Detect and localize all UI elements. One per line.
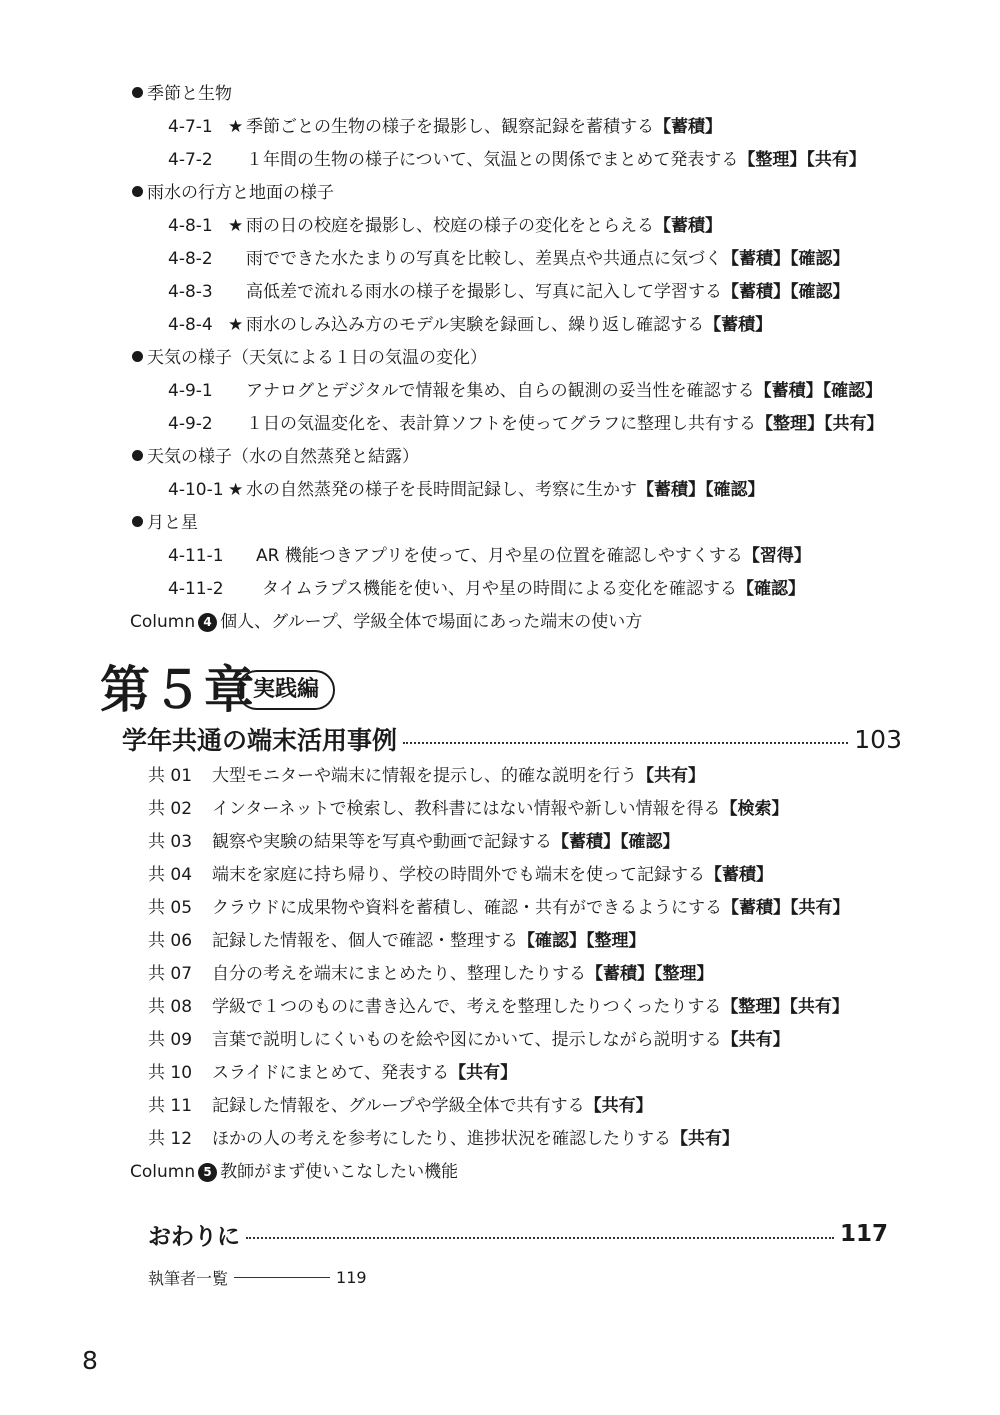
chapter-page: 103: [854, 724, 902, 754]
chapter-item: 共 05 クラウドに成果物や資料を蓄積し、確認・共有ができるようにする【蓄積】【共有】: [148, 898, 850, 918]
leader-dots: [246, 1237, 834, 1239]
page-number: 8: [82, 1346, 98, 1375]
chapter-badge: 実践編: [237, 670, 335, 710]
chapter-item: 共 02 インターネットで検索し、教科書にはない情報や新しい情報を得る【検索】: [148, 799, 789, 819]
authors-title: 執筆者一覧: [148, 1269, 229, 1288]
list-item: 4-10-1 ★ 水の自然蒸発の様子を長時間記録し、考察に生かす【蓄積】【確認】: [168, 480, 765, 500]
chapter-item: 共 04 端末を家庭に持ち帰り、学校の時間外でも端末を使って記録する【蓄積】: [148, 865, 773, 885]
chapter-title: 学年共通の端末活用事例: [122, 726, 398, 755]
section-heading: 天気の様子（天気による１日の気温の変化）: [132, 346, 487, 370]
number-badge-icon: 4: [198, 613, 217, 632]
star-icon: ★: [228, 315, 244, 335]
chapter-item: 共 09 言葉で説明しにくいものを絵や図にかいて、提示しながら説明する【共有】: [148, 1030, 790, 1050]
chapter-item: 共 01 大型モニターや端末に情報を提示し、的確な説明を行う【共有】: [148, 766, 705, 786]
chapter-item: 共 11 記録した情報を、グループや学級全体で共有する【共有】: [148, 1096, 653, 1116]
ending-row[interactable]: [148, 1218, 888, 1250]
list-item: 4-8-4 ★ 雨水のしみ込み方のモデル実験を録画し、繰り返し確認する【蓄積】: [168, 315, 773, 335]
section-heading: 天気の様子（水の自然蒸発と結露）: [132, 445, 419, 469]
section-heading: 月と星: [132, 511, 198, 535]
chapter-title-row[interactable]: [122, 722, 902, 756]
bullet-icon: [132, 351, 143, 362]
list-item: 4-8-3 高低差で流れる雨水の様子を撮影し、写真に記入して学習する【蓄積】【確認】: [168, 282, 850, 302]
list-item: 4-9-1 アナログとデジタルで情報を集め、自らの観測の妥当性を確認する【蓄積】【確認】: [168, 381, 883, 401]
list-item: 4-11-2 タイムラプス機能を使い、月や星の時間による変化を確認する【確認】: [168, 579, 805, 599]
leader-rule: [234, 1277, 330, 1278]
chapter-item: 共 07 自分の考えを端末にまとめたり、整理したりする【蓄積】【整理】: [148, 964, 714, 984]
list-item: 4-7-1 ★ 季節ごとの生物の様子を撮影し、観察記録を蓄積する【蓄積】: [168, 117, 722, 137]
column-link[interactable]: Column 4 個人、グループ、学級全体で場面にあった端末の使い方: [130, 612, 643, 632]
authors-page: 119: [336, 1268, 367, 1287]
bullet-icon: [132, 450, 143, 461]
list-item: 4-8-2 雨でできた水たまりの写真を比較し、差異点や共通点に気づく【蓄積】【確認】: [168, 249, 850, 269]
bullet-icon: [132, 87, 143, 98]
chapter-item: 共 12 ほかの人の考えを参考にしたり、進捗状況を確認したりする【共有】: [148, 1129, 739, 1149]
authors-row[interactable]: [148, 1266, 367, 1289]
column-link[interactable]: Column 5 教師がまず使いこなしたい機能: [130, 1162, 459, 1182]
chapter-item: 共 06 記録した情報を、個人で確認・整理する【確認】【整理】: [148, 931, 646, 951]
chapter-item: 共 10 スライドにまとめて、発表する【共有】: [148, 1063, 518, 1083]
chapter-item: 共 03 観察や実験の結果等を写真や動画で記録する【蓄積】【確認】: [148, 832, 680, 852]
section-heading: 季節と生物: [132, 82, 232, 106]
list-item: 4-8-1 ★ 雨の日の校庭を撮影し、校庭の様子の変化をとらえる【蓄積】: [168, 216, 722, 236]
list-item: 4-9-2 １日の気温変化を、表計算ソフトを使ってグラフに整理し共有する【整理】【共有】: [168, 414, 884, 434]
star-icon: ★: [228, 117, 244, 137]
bullet-icon: [132, 186, 143, 197]
star-icon: ★: [228, 480, 244, 500]
section-heading: 雨水の行方と地面の様子: [132, 181, 334, 205]
star-icon: ★: [228, 216, 244, 236]
leader-dots: [403, 742, 848, 744]
bullet-icon: [132, 516, 143, 527]
ending-page: 117: [839, 1221, 888, 1247]
list-item: 4-11-1 AR 機能つきアプリを使って、月や星の位置を確認しやすくする【習得】: [168, 546, 811, 566]
chapter-item: 共 08 学級で１つのものに書き込んで、考えを整理したりつくったりする【整理】【共有】: [148, 997, 849, 1017]
ending-title: おわりに: [148, 1223, 240, 1250]
list-item: 4-7-2 １年間の生物の様子について、気温との関係でまとめて発表する【整理】【共有】: [168, 150, 866, 170]
number-badge-icon: 5: [198, 1163, 217, 1182]
chapter-label: 第５章: [100, 660, 256, 719]
